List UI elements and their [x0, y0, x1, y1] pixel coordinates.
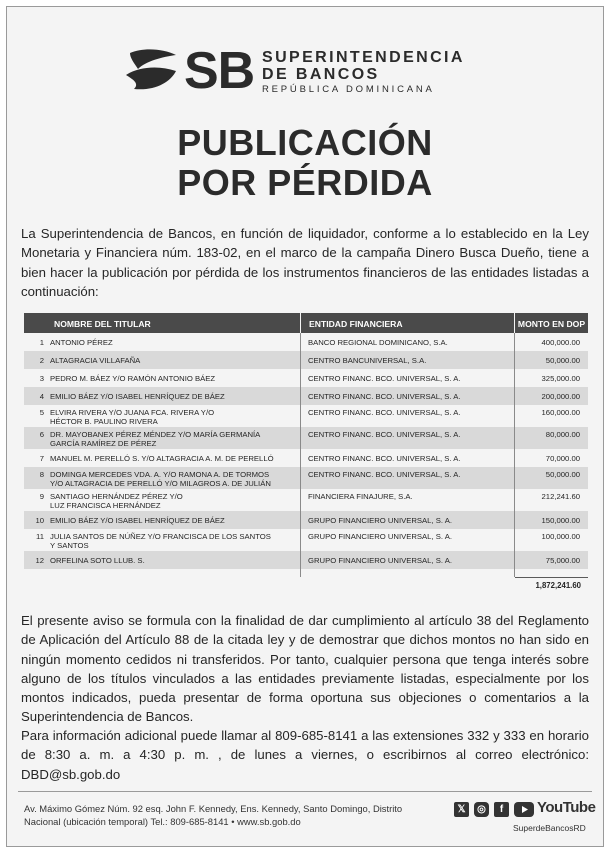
row-number: 4: [39, 392, 44, 401]
intro-paragraph: La Superintendencia de Bancos, en función de liquidador, conforme a lo establecido en la Ley Monetaria y Financiera núm. 183-02, en el marco de la campaña Dinero Busca Dueño, tiene a bien hacer la publicación por pérdida de los instrumentos financieros de las entidades listadas a continuación:: [21, 226, 589, 299]
row-entity: CENTRO FINANC. BCO. UNIVERSAL, S. A.: [308, 430, 461, 439]
row-holder-name: DR. MAYOBANEX PÉREZ MÉNDEZ Y/O MARÍA GERMANÍA: [50, 430, 261, 439]
row-holder-name-line2: Y/O ALTAGRACIA DE PERELLÓ Y/O MILAGROS A. DE JULIÁN: [50, 479, 271, 488]
row-number: 11: [36, 532, 44, 541]
row-holder-name-line2: HÉCTOR B. PAULINO RIVERA: [50, 417, 158, 426]
row-entity: CENTRO FINANC. BCO. UNIVERSAL, S. A.: [308, 392, 461, 401]
row-holder-name-line2: Y SANTOS: [50, 541, 89, 550]
table-row: [24, 427, 588, 449]
logo: [124, 42, 504, 100]
row-number: 12: [35, 556, 44, 565]
row-number: 5: [39, 408, 44, 417]
row-holder-name: EMILIO BÁEZ Y/O ISABEL HENRÍQUEZ DE BÁEZ: [50, 392, 225, 401]
contact-paragraph: Para información adicional puede llamar al 809-685-8141 a las extensiones 332 y 333 en horario de 8:30 a. m. a 4:30 p. m. , de lunes a viernes, o escribirnos al correo electrónico: DBD@sb.gob.do: [21, 728, 589, 782]
row-holder-name: ELVIRA RIVERA Y/O JUANA FCA. RIVERA Y/O: [50, 408, 215, 417]
footer-address: [24, 802, 402, 828]
table-row: [24, 467, 588, 489]
table-header: [24, 313, 588, 333]
row-amount: 50,000.00: [545, 470, 580, 479]
row-amount: 200,000.00: [541, 392, 580, 401]
row-number: 3: [39, 374, 44, 383]
row-entity: GRUPO FINANCIERO UNIVERSAL, S. A.: [308, 556, 452, 565]
table-row: [24, 511, 588, 529]
logo-subtitle: REPÚBLICA DOMINICANA: [262, 84, 435, 95]
row-holder-name: JULIA SANTOS DE NÚÑEZ Y/O FRANCISCA DE LOS SANTOS: [50, 532, 271, 541]
row-entity: CENTRO FINANC. BCO. UNIVERSAL, S. A.: [308, 408, 461, 417]
table-row: [24, 449, 588, 467]
row-number: 2: [39, 356, 44, 365]
row-holder-name: ALTAGRACIA VILLAFAÑA: [50, 356, 141, 365]
table-row: [24, 351, 588, 369]
logo-title-line2: DE BANCOS: [262, 66, 380, 83]
row-entity: GRUPO FINANCIERO UNIVERSAL, S. A.: [308, 516, 452, 525]
row-number: 8: [39, 470, 44, 479]
header-divider: [300, 313, 301, 333]
row-amount: 400,000.00: [541, 338, 580, 347]
row-holder-name-line2: GARCÍA RAMÍREZ DE PÉREZ: [50, 439, 157, 448]
table-row: [24, 529, 588, 551]
row-entity: CENTRO FINANC. BCO. UNIVERSAL, S. A.: [308, 470, 461, 479]
total-rule: [515, 577, 588, 578]
page-title-line1: PUBLICACIÓN: [177, 122, 433, 163]
row-amount: 50,000.00: [545, 356, 580, 365]
row-holder-name-line2: LUZ FRANCISCA HERNÁNDEZ: [50, 501, 161, 510]
logo-mark-icon: [124, 49, 182, 93]
table-row: [24, 405, 588, 427]
row-entity: FINANCIERA FINAJURE, S.A.: [308, 492, 413, 501]
row-amount: 160,000.00: [541, 408, 580, 417]
footer-divider: [18, 791, 592, 792]
notice-paragraph: El presente aviso se formula con la finalidad de dar cumplimiento al artículo 38 del Reglamento de Aplicación del Artículo 88 de la citada ley y de demostrar que dichos montos no han sido en ningún momento cedidos ni transferidos. Por tanto, cualquier persona que tenga interés sobre alguno de los títulos vinculados a las entidades previamente listadas, especialmente por los montos indicados, pueda presentar de forma oportuna sus objeciones o comentarios a la Superintendencia de Bancos.: [21, 613, 589, 725]
row-holder-name: SANTIAGO HERNÁNDEZ PÉREZ Y/O: [50, 492, 183, 501]
row-entity: CENTRO FINANC. BCO. UNIVERSAL, S. A.: [308, 454, 461, 463]
header-divider: [514, 313, 515, 333]
row-amount: 150,000.00: [541, 516, 580, 525]
row-holder-name: ORFELINA SOTO LLUB. S.: [50, 556, 145, 565]
address-line2: Nacional (ubicación temporal) Tel.: 809-685-8141 • www.sb.gob.do: [24, 816, 301, 827]
header-monto: MONTO EN DOP: [517, 319, 586, 329]
row-amount: 75,000.00: [545, 556, 580, 565]
instagram-icon[interactable]: ◎: [474, 802, 489, 817]
logo-wordmark: SB: [184, 42, 255, 100]
table-row: [24, 333, 588, 351]
address-line1: Av. Máximo Gómez Núm. 92 esq. John F. Kennedy, Ens. Kennedy, Santo Domingo, Distrito: [24, 803, 403, 814]
row-amount: 80,000.00: [545, 430, 580, 439]
row-holder-name: ANTONIO PÉREZ: [50, 338, 113, 347]
table-row: [24, 489, 588, 511]
row-holder-name: DOMINGA MERCEDES VDA. A. Y/O RAMONA A. DE TORMOS: [50, 470, 270, 479]
row-amount: 325,000.00: [541, 374, 580, 383]
page-title-line2: POR PÉRDIDA: [177, 162, 433, 203]
row-entity: GRUPO FINANCIERO UNIVERSAL, S. A.: [308, 532, 452, 541]
accounts-table: [24, 313, 588, 590]
table-row: [24, 387, 588, 405]
row-holder-name: MANUEL M. PERELLÓ S. Y/O ALTAGRACIA A. M. DE PERELLÓ: [50, 454, 274, 463]
row-number: 6: [39, 430, 44, 439]
row-entity: CENTRO BANCUNIVERSAL, S.A.: [308, 356, 427, 365]
youtube-icon[interactable]: [514, 802, 534, 817]
row-number: 1: [39, 338, 44, 347]
column-divider: [514, 333, 515, 577]
table-row: [24, 551, 588, 569]
row-number: 10: [35, 516, 44, 525]
row-entity: BANCO REGIONAL DOMINICANO, S.A.: [308, 338, 448, 347]
youtube-label[interactable]: YouTube: [537, 799, 596, 816]
x-icon[interactable]: 𝕏: [454, 802, 469, 817]
row-number: 7: [39, 454, 44, 463]
social-handle: SuperdeBancosRD: [513, 823, 586, 833]
row-holder-name: PEDRO M. BÁEZ Y/O RAMÓN ANTONIO BÁEZ: [50, 374, 216, 383]
header-entidad: ENTIDAD FINANCIERA: [309, 319, 403, 329]
row-entity: CENTRO FINANC. BCO. UNIVERSAL, S. A.: [308, 374, 461, 383]
row-holder-name: EMILIO BÁEZ Y/O ISABEL HENRÍQUEZ DE BÁEZ: [50, 516, 225, 525]
logo-title-line1: SUPERINTENDENCIA: [262, 49, 465, 66]
row-number: 9: [39, 492, 44, 501]
row-amount: 100,000.00: [541, 532, 580, 541]
row-amount: 70,000.00: [545, 454, 580, 463]
table-row: [24, 369, 588, 387]
table-total: 1,872,241.60: [535, 581, 581, 590]
row-amount: 212,241.60: [541, 492, 580, 501]
column-divider: [300, 333, 301, 577]
header-titular: NOMBRE DEL TITULAR: [54, 319, 151, 329]
facebook-icon[interactable]: f: [494, 802, 509, 817]
table-body: [24, 333, 588, 569]
